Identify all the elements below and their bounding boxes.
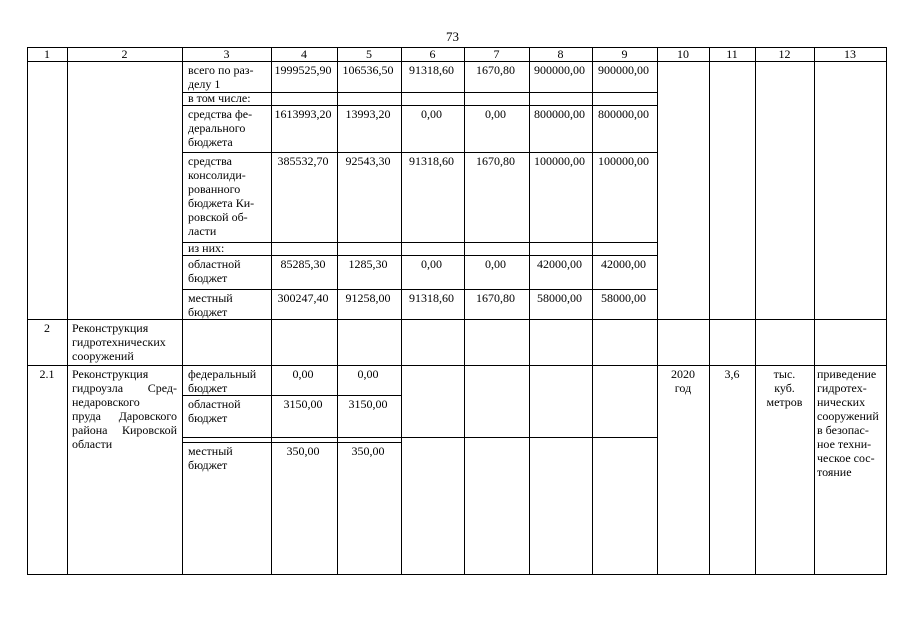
regional-budget-label: областной xyxy=(188,397,241,411)
federal-funds-value: 800000,00 xyxy=(534,107,585,121)
regional-budget-value: 85285,30 xyxy=(280,257,326,271)
regional-budget-value: 3150,00 xyxy=(283,397,323,411)
total-value: 1670,80 xyxy=(476,63,515,77)
federal-funds-value: 1613993,20 xyxy=(274,107,332,121)
column-line xyxy=(271,47,272,575)
table-border-bottom xyxy=(27,574,887,575)
total-value: 91318,60 xyxy=(409,63,454,77)
expected-result: тояние xyxy=(817,465,852,479)
local-budget-value: 58000,00 xyxy=(537,291,582,305)
local-budget-value: 350,00 xyxy=(286,444,320,458)
consolidated-budget-label: бюджета Ки- xyxy=(188,196,255,210)
federal-funds-value: 0,00 xyxy=(485,107,506,121)
total-value: 1999525,90 xyxy=(274,63,332,77)
regional-budget-value: 42000,00 xyxy=(537,257,582,271)
column-line xyxy=(529,47,530,575)
column-line xyxy=(464,47,465,575)
column-header: 9 xyxy=(621,47,628,61)
expected-result: приведение xyxy=(817,367,877,381)
column-line xyxy=(657,47,658,575)
object-title: Реконструкция xyxy=(72,367,149,381)
column-header: 13 xyxy=(844,47,856,61)
column-line xyxy=(814,47,815,575)
section-number: 2 xyxy=(44,321,50,335)
expected-result: ное техни- xyxy=(817,437,872,451)
unit: тыс. xyxy=(773,367,796,381)
object-title: области xyxy=(72,437,113,451)
expected-result: гидротех- xyxy=(817,381,867,395)
section-title: Реконструкция xyxy=(72,321,149,335)
column-line xyxy=(709,47,710,575)
consolidated-budget-value: 91318,60 xyxy=(409,154,454,168)
page-number: 73 xyxy=(446,29,459,44)
row-line xyxy=(182,255,658,256)
total-value: 900000,00 xyxy=(534,63,585,77)
local-budget-value: 91318,60 xyxy=(409,291,454,305)
federal-budget-value: 0,00 xyxy=(292,367,314,381)
regional-budget-value: 0,00 xyxy=(421,257,442,271)
federal-funds-value: 800000,00 xyxy=(598,107,649,121)
section-line xyxy=(27,365,887,366)
local-budget-label: местный xyxy=(188,444,233,458)
local-budget-value: 300247,40 xyxy=(277,291,329,305)
object-title: гидроузла Сред- xyxy=(72,381,177,395)
regional-budget-value: 3150,00 xyxy=(348,397,388,411)
header-bottom-line xyxy=(27,61,887,62)
federal-funds-label: бюджета xyxy=(188,135,233,149)
total-label: делу 1 xyxy=(188,77,221,91)
regional-budget-value: 0,00 xyxy=(485,257,506,271)
object-title: района Кировской xyxy=(72,423,177,437)
local-budget-label: местный xyxy=(188,291,233,305)
column-line xyxy=(67,47,68,575)
year: год xyxy=(674,381,692,395)
federal-budget-label: федеральный xyxy=(188,367,257,381)
consolidated-budget-label: средства xyxy=(188,154,233,168)
consolidated-budget-label: рованного xyxy=(188,182,241,196)
consolidated-budget-label: консолиди- xyxy=(188,168,246,182)
regional-budget-value: 1285,30 xyxy=(348,257,388,271)
section-title: сооружений xyxy=(72,349,134,363)
federal-funds-label: дерального xyxy=(188,121,246,135)
table-border-right xyxy=(886,47,887,575)
consolidated-budget-value: 100000,00 xyxy=(534,154,585,168)
object-title: пруда Даровского xyxy=(72,409,177,423)
unit: куб. xyxy=(774,381,795,395)
column-header: 12 xyxy=(778,47,791,61)
column-line xyxy=(755,47,756,575)
row-line xyxy=(182,395,402,396)
column-line xyxy=(182,47,183,575)
column-header: 11 xyxy=(726,47,738,61)
total-value: 106536,50 xyxy=(342,63,394,77)
expected-result: ческое сос- xyxy=(817,451,875,465)
column-header: 10 xyxy=(677,47,689,61)
column-header: 4 xyxy=(301,47,307,61)
including-label: в том числе: xyxy=(188,91,251,105)
column-header: 5 xyxy=(366,47,372,61)
regional-budget-label: бюджет xyxy=(188,271,228,285)
column-line xyxy=(337,47,338,575)
volume: 3,6 xyxy=(724,367,740,381)
federal-budget-label: бюджет xyxy=(188,381,228,395)
unit: метров xyxy=(766,395,803,409)
local-budget-value: 1670,80 xyxy=(476,291,515,305)
expected-result: в безопас- xyxy=(817,423,869,437)
column-header: 6 xyxy=(429,47,436,61)
consolidated-budget-label: ровской об- xyxy=(188,210,248,224)
consolidated-budget-label: ласти xyxy=(188,224,217,238)
column-line xyxy=(592,47,593,575)
regional-budget-label: областной xyxy=(188,257,241,271)
column-header: 1 xyxy=(44,47,50,61)
year: 2020 xyxy=(671,367,695,381)
row-number: 2.1 xyxy=(39,367,55,381)
expected-result: нических xyxy=(817,395,866,409)
budget-table xyxy=(27,47,887,575)
object-title: недаровского xyxy=(72,395,140,409)
row-line xyxy=(182,289,658,290)
row-line xyxy=(182,437,658,438)
consolidated-budget-value: 385532,70 xyxy=(277,154,329,168)
federal-funds-label: средства фе- xyxy=(188,107,253,121)
local-budget-value: 58000,00 xyxy=(601,291,646,305)
federal-budget-value: 0,00 xyxy=(357,367,379,381)
local-budget-label: бюджет xyxy=(188,305,228,319)
consolidated-budget-value: 92543,30 xyxy=(345,154,391,168)
of-them-label: из них: xyxy=(188,241,225,255)
local-budget-value: 91258,00 xyxy=(345,291,391,305)
column-header: 3 xyxy=(223,47,230,61)
federal-funds-value: 0,00 xyxy=(421,107,442,121)
federal-funds-value: 13993,20 xyxy=(345,107,391,121)
total-value: 900000,00 xyxy=(598,63,649,77)
section-line xyxy=(27,319,887,320)
consolidated-budget-value: 1670,80 xyxy=(476,154,515,168)
total-label: всего по раз- xyxy=(188,63,254,77)
regional-budget-label: бюджет xyxy=(188,411,228,425)
regional-budget-value: 42000,00 xyxy=(601,257,646,271)
row-line xyxy=(182,152,658,153)
consolidated-budget-value: 100000,00 xyxy=(598,154,649,168)
row-line xyxy=(182,105,658,106)
local-budget-label: бюджет xyxy=(188,458,228,472)
table-border-left xyxy=(27,47,28,575)
column-header: 7 xyxy=(493,47,500,61)
row-line xyxy=(182,442,402,443)
local-budget-value: 350,00 xyxy=(351,444,385,458)
column-header: 2 xyxy=(121,47,128,61)
expected-result: сооружений xyxy=(817,409,879,423)
column-header: 8 xyxy=(557,47,564,61)
column-line xyxy=(401,47,402,575)
section-title: гидротехнических xyxy=(72,335,166,349)
